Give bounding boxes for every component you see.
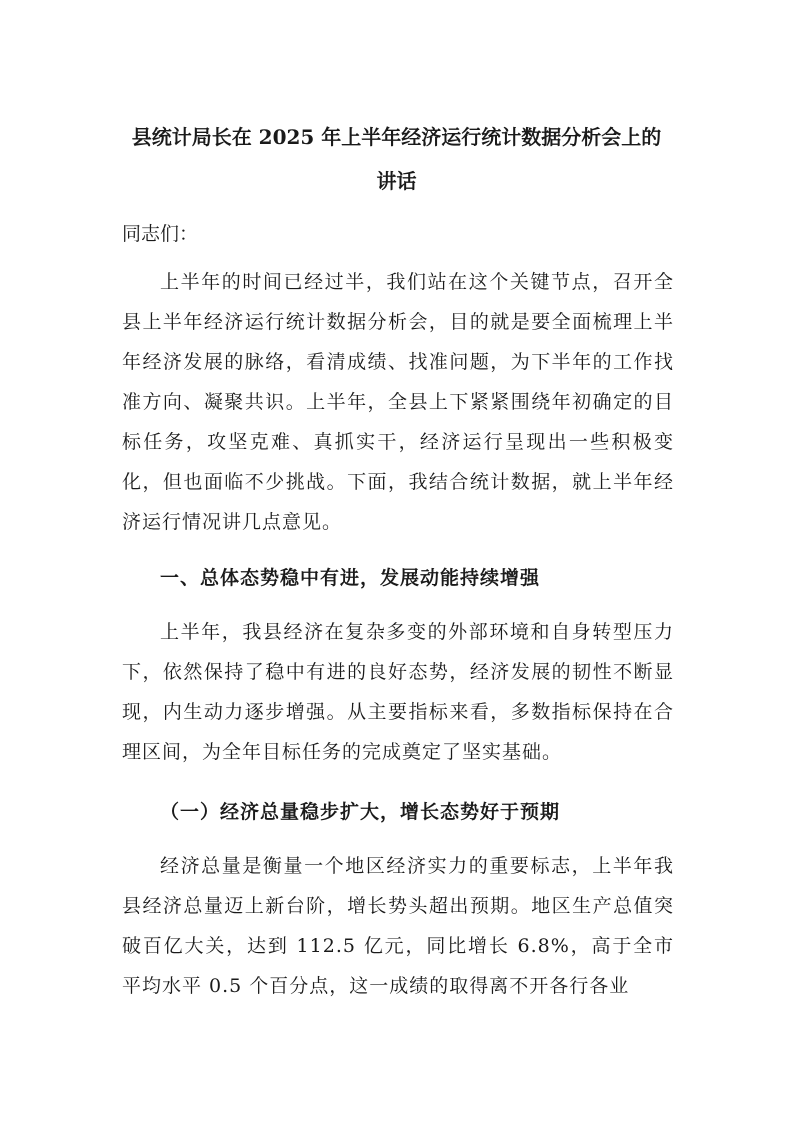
section-heading-1: 一、总体态势稳中有进，发展动能持续增强 (160, 567, 541, 589)
salutation: 同志们： (122, 223, 199, 245)
paragraph-overall-trend: 上半年，我县经济在复杂多变的外部环境和自身转型压力下，依然保持了稳中有进的良好态势，经济发展的韧性不断显现，内生动力逐步增强。从主要指标来看，多数指标保持在合理区间，为全年目标任务的完成奠定了坚实基础。 (122, 621, 674, 763)
document-title-line1: 县统计局长在 2025 年上半年经济运行统计数据分析会上的 (131, 125, 662, 149)
paragraph-economic-total: 经济总量是衡量一个地区经济实力的重要标志，上半年我县经济总量迈上新台阶，增长势头超出预期。地区生产总值突破百亿大关，达到 112.5 亿元，同比增长 6.8%，高于全市平均水平 0.5 个百分点，这一成绩的取得离不开各行各业 (122, 855, 674, 997)
paragraph-intro: 上半年的时间已经过半，我们站在这个关键节点，召开全县上半年经济运行统计数据分析会，目的就是要全面梳理上半年经济发展的脉络，看清成绩、找准问题，为下半年的工作找准方向、凝聚共识。上半年，全县上下紧紧围绕年初确定的目标任务，攻坚克难、真抓实干，经济运行呈现出一些积极变化，但也面临不少挑战。下面，我结合统计数据，就上半年经济运行情况讲几点意见。 (122, 271, 674, 533)
subsection-heading-1: （一）经济总量稳步扩大，增长态势好于预期 (160, 801, 561, 823)
document-title-line2: 讲话 (376, 169, 417, 193)
